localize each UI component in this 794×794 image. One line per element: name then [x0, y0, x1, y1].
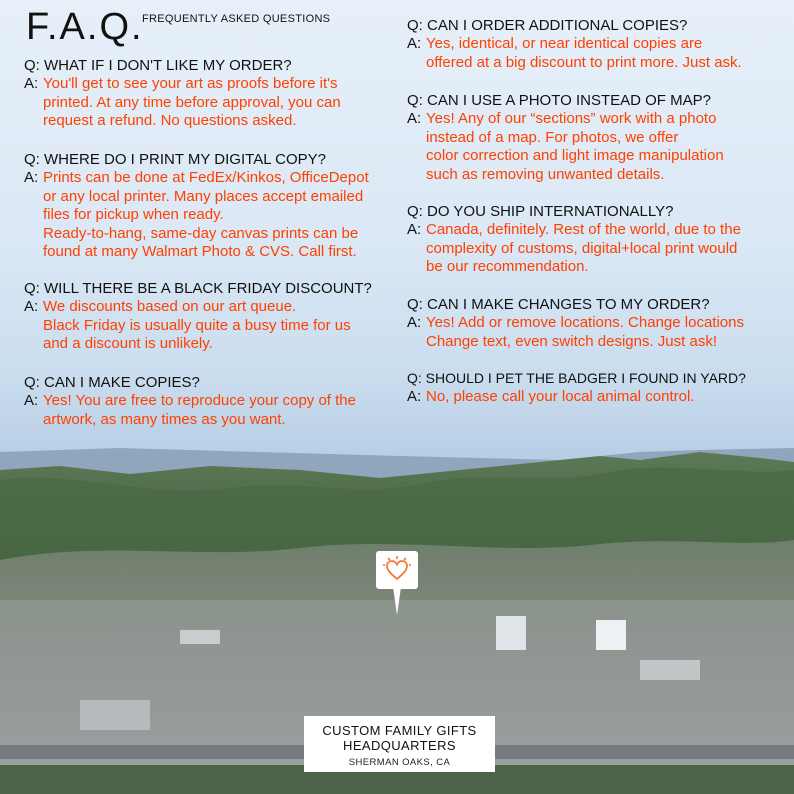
answer-line: complexity of customs, digital+local print would [426, 239, 738, 257]
location-label-city: SHERMAN OAKS, CA [348, 757, 451, 768]
faq-question [24, 279, 372, 298]
faq-question [24, 150, 369, 169]
answer-prefix: A: [24, 392, 39, 409]
question-text: SHOULD I PET THE BADGER I FOUND IN YARD? [425, 370, 746, 386]
faq-item [24, 56, 341, 131]
answer-line: such as removing unwanted details. [426, 165, 665, 183]
location-pin-tail [393, 587, 401, 615]
page-title: F.A.Q. [26, 6, 144, 48]
answer-line: printed. At any time before approval, you can [43, 93, 341, 111]
question-prefix: Q: [407, 296, 423, 313]
faq-answer [24, 392, 356, 429]
question-prefix: Q: [407, 17, 423, 34]
answer-prefix: A: [24, 169, 39, 186]
answer-line: Ready-to-hang, same-day canvas prints can be [43, 224, 359, 242]
answer-line: Yes! Any of our “sections” work with a photo [426, 110, 717, 127]
faq-answer [407, 35, 742, 72]
answer-line: Yes! Add or remove locations. Change locations [426, 314, 744, 331]
answer-line: artwork, as many times as you want. [43, 410, 286, 428]
faq-question [407, 16, 742, 35]
answer-prefix: A: [407, 35, 422, 52]
faq-item [407, 369, 746, 407]
answer-line: instead of a map. For photos, we offer [426, 128, 679, 146]
page-subtitle: FREQUENTLY ASKED QUESTIONS [142, 13, 331, 25]
question-text: DO YOU SHIP INTERNATIONALLY? [427, 203, 674, 220]
answer-prefix: A: [407, 110, 422, 127]
faq-question [407, 369, 746, 388]
question-prefix: Q: [24, 57, 40, 74]
answer-line: Change text, even switch designs. Just ask! [426, 332, 717, 350]
question-prefix: Q: [24, 374, 40, 391]
faq-question [24, 373, 356, 392]
faq-question [407, 91, 724, 110]
answer-line: offered at a big discount to print more. Just ask. [426, 53, 742, 71]
question-text: CAN I MAKE CHANGES TO MY ORDER? [427, 296, 710, 313]
question-prefix: Q: [407, 203, 423, 220]
faq-answer [407, 314, 744, 351]
answer-prefix: A: [407, 388, 422, 405]
answer-line: Yes, identical, or near identical copies are [426, 35, 703, 52]
answer-line: We discounts based on our art queue. [43, 298, 297, 315]
location-label-line2: HEADQUARTERS [343, 738, 456, 753]
answer-line: Yes! You are free to reproduce your copy of the [43, 392, 356, 409]
location-label-line1: CUSTOM FAMILY GIFTS [322, 723, 477, 738]
question-prefix: Q: [407, 92, 423, 109]
faq-item [407, 202, 741, 277]
faq-question [407, 202, 741, 221]
question-prefix: Q: [24, 151, 40, 168]
faq-item [24, 279, 372, 354]
faq-item [407, 16, 742, 72]
faq-answer [407, 110, 724, 184]
answer-prefix: A: [24, 298, 39, 315]
answer-line: You'll get to see your art as proofs before it's [43, 75, 338, 92]
faq-item [24, 373, 356, 429]
answer-line: color correction and light image manipulation [426, 147, 724, 164]
answer-prefix: A: [407, 314, 422, 331]
answer-line: request a refund. No questions asked. [43, 112, 297, 129]
question-text: WHAT IF I DON'T LIKE MY ORDER? [44, 57, 292, 74]
answer-line: Prints can be done at FedEx/Kinkos, OfficeDepot [43, 169, 369, 186]
faq-answer [24, 298, 372, 354]
question-text: CAN I USE A PHOTO INSTEAD OF MAP? [427, 92, 711, 109]
answer-line: be our recommendation. [426, 258, 589, 275]
answer-line: files for pickup when ready. [43, 206, 224, 223]
answer-line: found at many Walmart Photo & CVS. Call first. [43, 243, 357, 260]
question-prefix: Q: [24, 280, 40, 297]
faq-answer [407, 388, 746, 407]
answer-line: Black Friday is usually quite a busy time for us [43, 316, 351, 334]
location-pin [376, 551, 418, 589]
question-prefix: Q: [407, 370, 422, 386]
question-text: WHERE DO I PRINT MY DIGITAL COPY? [44, 151, 327, 168]
answer-line: Canada, definitely. Rest of the world, due to the [426, 221, 741, 238]
faq-item [407, 91, 724, 184]
faq-item [407, 295, 744, 351]
answer-line: and a discount is unlikely. [43, 335, 213, 352]
answer-prefix: A: [407, 221, 422, 238]
answer-line: or any local printer. Many places accept emailed [43, 187, 364, 205]
question-text: CAN I MAKE COPIES? [44, 374, 200, 391]
faq-answer [24, 169, 369, 262]
answer-prefix: A: [24, 75, 39, 92]
faq-answer [24, 75, 341, 131]
faq-question [407, 295, 744, 314]
faq-answer [407, 221, 741, 277]
answer-line: No, please call your local animal control. [426, 388, 695, 405]
question-text: WILL THERE BE A BLACK FRIDAY DISCOUNT? [44, 280, 372, 297]
heart-sparkle-icon [382, 555, 412, 585]
question-text: CAN I ORDER ADDITIONAL COPIES? [427, 17, 688, 34]
faq-item [24, 150, 369, 262]
location-label [304, 716, 495, 772]
faq-question [24, 56, 341, 75]
